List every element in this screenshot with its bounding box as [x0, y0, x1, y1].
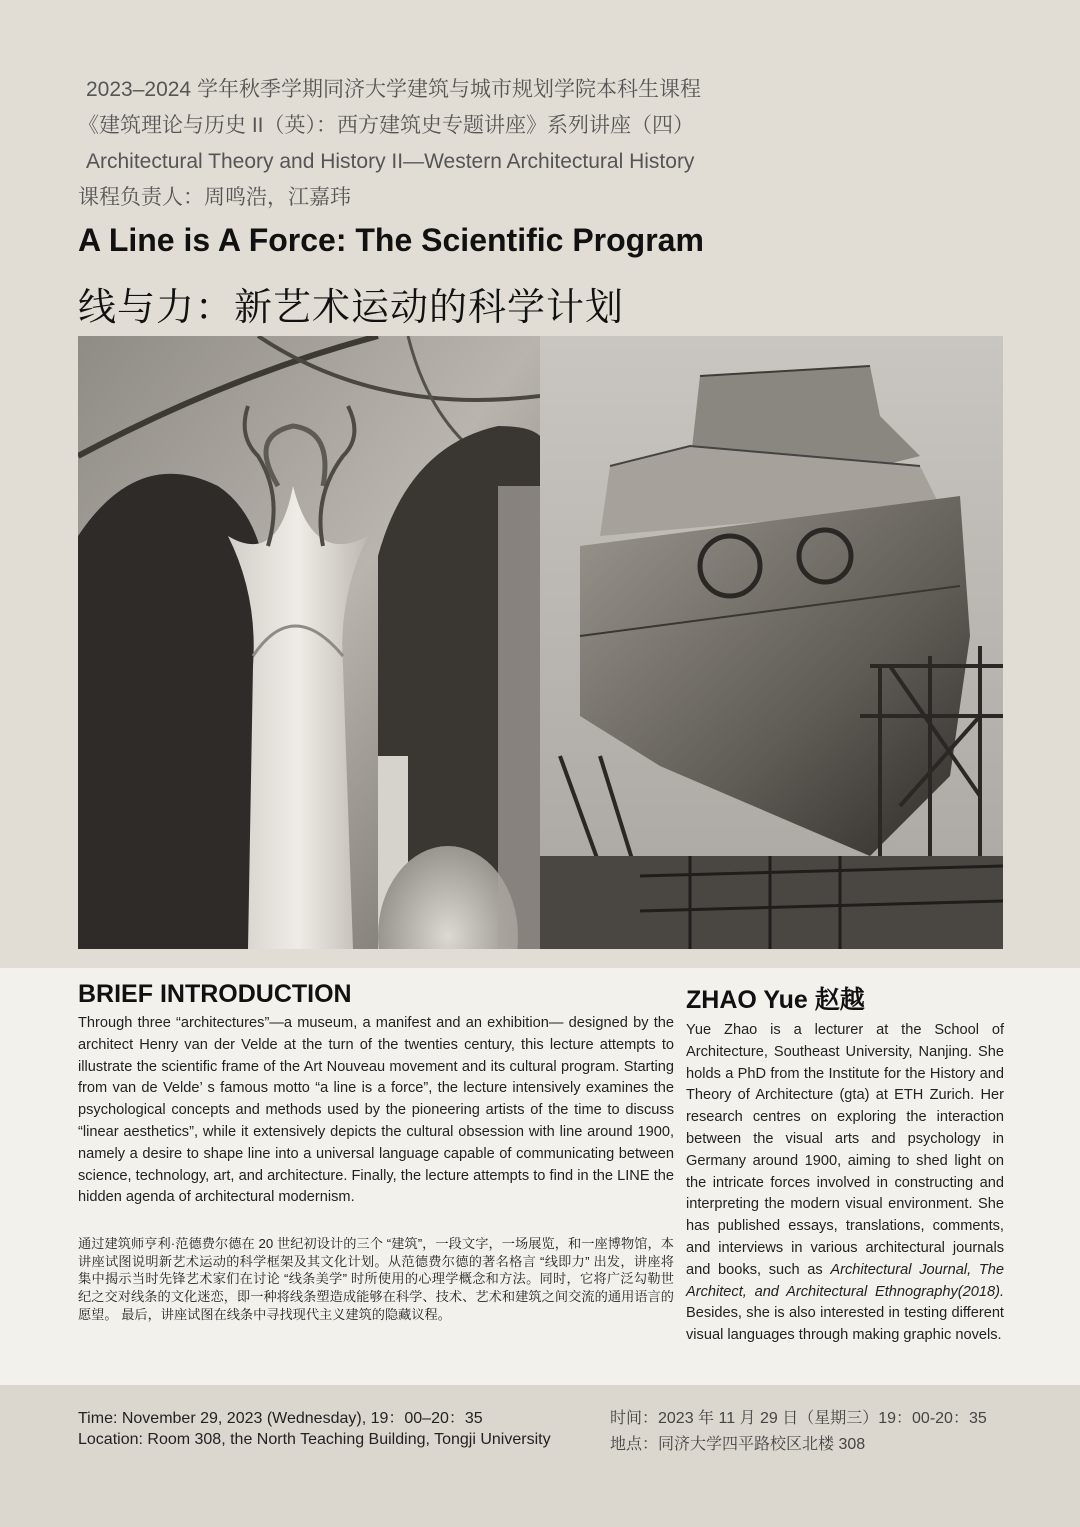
course-series-line: 《建筑理论与历史 II（英）：西方建筑史专题讲座》系列讲座（四）: [78, 114, 695, 137]
course-english-line: Architectural Theory and History II—Western Architectural History: [86, 150, 695, 173]
speaker-name-heading: ZHAO Yue 赵越: [686, 986, 865, 1014]
speaker-bio-text: [686, 1020, 1004, 1347]
speaker-bio-part-b: Besides, she is also interested in testing different visual languages through making graphic novels.: [686, 1305, 1004, 1344]
lecture-title-chinese: 线与力：新艺术运动的科学计划: [78, 287, 625, 329]
event-location-english: Location: Room 308, the North Teaching Building, Tongji University: [78, 1431, 551, 1448]
art-nouveau-interior-photo: [78, 336, 540, 949]
event-time-chinese: 时间：2023 年 11 月 29 日（星期三）19：00-20：35: [610, 1410, 987, 1427]
brief-introduction-section: [78, 980, 674, 1323]
event-location-chinese: 地点：同济大学四平路校区北楼 308: [610, 1436, 866, 1453]
course-instructors-line: 课程负责人：周鸣浩，江嘉玮: [78, 186, 351, 209]
introduction-chinese-text: 通过建筑师亨利·范德费尔德在 20 世纪初设计的三个 “建筑”，一段文字，一场展览，和一座博物馆，本讲座试图说明新艺术运动的科学框架及其文化计划。从范德费尔德的著名格言 “线即力” 出发，讲座将集中揭示当时先锋艺术家们在讨论 “线条美学” 时所使用的心理学概念和方法。同时，它将广泛勾勒世纪之交对线条的文化迷恋，即一种将线条塑造成能够在科学、技术、艺术和建筑之间交流的通用语言的愿望。 最后，讲座试图在线条中寻找现代主义建筑的隐藏议程。: [78, 1236, 674, 1322]
event-time-english: Time: November 29, 2023 (Wednesday), 19：00–20：35: [78, 1410, 483, 1427]
event-details-footer: [0, 1385, 1080, 1527]
speaker-bio-section: [686, 980, 1004, 1347]
speaker-bio-part-a: Yue Zhao is a lecturer at the School of Architecture, Southeast University, Nanjing. She holds a PhD from the Institute for the History and Theory of Architecture (gta) at ETH Zurich. Her research centres on exploring the interaction between the visual arts and psychology in Germany around 1900, aiming to shed light on the intricate forces involved in constructing and interpreting the modern visual environment. She has published essays, translations, comments, and interviews in various architectural journals and books, such as: [686, 1022, 1004, 1278]
ship-in-dry-dock-photo: [540, 336, 1003, 949]
lecture-title-english: A Line is A Force: The Scientific Program: [78, 222, 704, 258]
speaker-bio-publications: Architectural Journal, The Architect, and Architectural Ethnography(2018).: [686, 1261, 1004, 1300]
introduction-english-text: Through three “architectures”—a museum, a manifest and an exhibition— designed by the architect Henry van der Velde at the turn of the twenties century, this lecture attempts to illustrate the scientific frame of the Art Nouveau movement and its cultural program. Starting from van de Velde’ s famous motto “a line is a force”, the lecture intensively examines the psychological concepts and methods used by the pioneering artists of the time to discuss “linear aesthetics”, while it extensively depicts the cultural obsession with line around 1900, namely a desire to shape line into a universal language capable of communicating between science, technology, art, and architecture. Finally, the lecture attempts to find in the LINE the hidden agenda of architectural modernism.: [78, 1015, 674, 1206]
course-header: [78, 72, 1008, 216]
course-semester-line: 2023–2024 学年秋季学期同济大学建筑与城市规划学院本科生课程: [86, 78, 701, 101]
brief-introduction-heading: BRIEF INTRODUCTION: [78, 980, 352, 1008]
